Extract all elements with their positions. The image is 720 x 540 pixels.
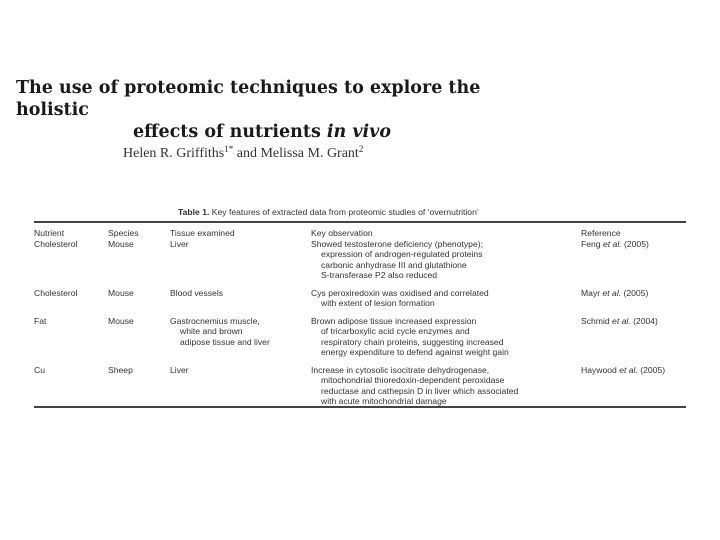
cell-observation [311,281,581,309]
author-2-name: and Melissa M. Grant [233,146,359,161]
author-1-name: Helen R. Griffiths [123,146,225,161]
reference-author: Schmid [581,315,613,326]
header-reference: Reference [581,228,621,238]
cell-species: Mouse [108,287,134,298]
reference-year: (2005) [637,364,666,375]
cell-observation [311,309,581,358]
cell-species: Mouse [108,315,134,326]
observation-line: S-transferase P2 also reduced [321,270,438,280]
cell-nutrient: Cholesterol [34,238,78,249]
reference-author: Mayr [581,287,603,298]
observation-line: Brown adipose tissue increased expression [311,315,477,326]
header-tissue: Tissue examined [170,228,235,238]
observation-line: reductase and cathepsin D in liver which associated [321,385,519,396]
observation-line: carbonic anhydrase III and glutathione [321,259,467,270]
tissue-line: white and brown [180,326,243,336]
author-1-affiliation: 1* [224,144,234,154]
cell-observation [311,239,581,281]
cell-tissue [170,239,311,281]
table-caption-text: Key features of extracted data from proteomic studies of ‘overnutrition’ [209,207,479,217]
tissue-line: Gastrocnemius muscle, [170,315,260,326]
reference-author: Feng [581,238,603,249]
cell-nutrient: Fat [34,315,47,326]
cell-species: Mouse [108,238,134,249]
reference-etal: et al. [602,287,622,298]
tissue-line: adipose tissue and liver [180,336,270,347]
cell-tissue [170,309,311,358]
table-row [34,239,686,281]
observation-line: respiratory chain proteins, suggesting increased [321,336,504,347]
title-line-2-italic: in vivo [326,122,392,142]
reference-year: (2005) [621,287,649,298]
cell-species: Sheep [108,364,133,375]
table-top-rule [34,221,686,223]
cell-observation [311,358,581,407]
observation-line: energy expenditure to defend against weight gain [321,347,509,357]
cell-nutrient: Cu [34,364,45,375]
observation-line: of tricarboxylic acid cycle enzymes and [321,326,470,336]
observation-line: with extent of lesion formation [321,298,435,308]
reference-etal: et al. [602,238,622,249]
observation-line: Showed testosterone deficiency (phenotype); [311,238,483,249]
cell-reference [581,358,686,407]
paper-title [16,77,496,143]
observation-line: mitochondrial thioredoxin-dependent peroxidase [321,375,505,385]
cell-tissue [170,281,311,309]
title-line-2-main: effects of nutrients [133,122,327,142]
cell-reference [581,309,686,358]
table-row [34,358,686,407]
header-nutrient: Nutrient [34,228,65,238]
table-row [34,309,686,358]
observation-line: Increase in cytosolic isocitrate dehydrogenase, [311,364,490,375]
table-caption [178,207,479,217]
author-2-affiliation: 2 [358,144,364,154]
cell-tissue [170,358,311,407]
cell-reference [581,239,686,281]
observation-line: with acute mitochondrial damage [321,396,447,406]
observation-line: Cys peroxiredoxin was oxidised and correlated [311,287,489,298]
tissue-line: Liver [170,364,189,375]
observation-line: expression of androgen-regulated proteins [321,249,483,259]
reference-year: (2004) [630,315,658,326]
reference-etal: et al. [612,315,631,326]
cell-reference [581,281,686,309]
table-bottom-rule [34,406,686,408]
table-header-row [34,228,686,239]
data-table [34,228,686,407]
tissue-line: Blood vessels [170,287,224,298]
table-caption-label: Table 1. [178,207,210,217]
table-row [34,281,686,309]
tissue-line: Liver [170,238,189,249]
reference-year: (2005) [621,238,649,249]
title-line-2 [16,121,496,143]
cell-nutrient: Cholesterol [34,287,78,298]
author-list [123,146,363,162]
header-observation: Key observation [311,228,373,238]
header-species: Species [108,228,139,238]
reference-author: Haywood [581,364,620,375]
title-line-1: The use of proteomic techniques to explore the holistic [16,78,481,120]
reference-etal: et al. [619,364,638,375]
